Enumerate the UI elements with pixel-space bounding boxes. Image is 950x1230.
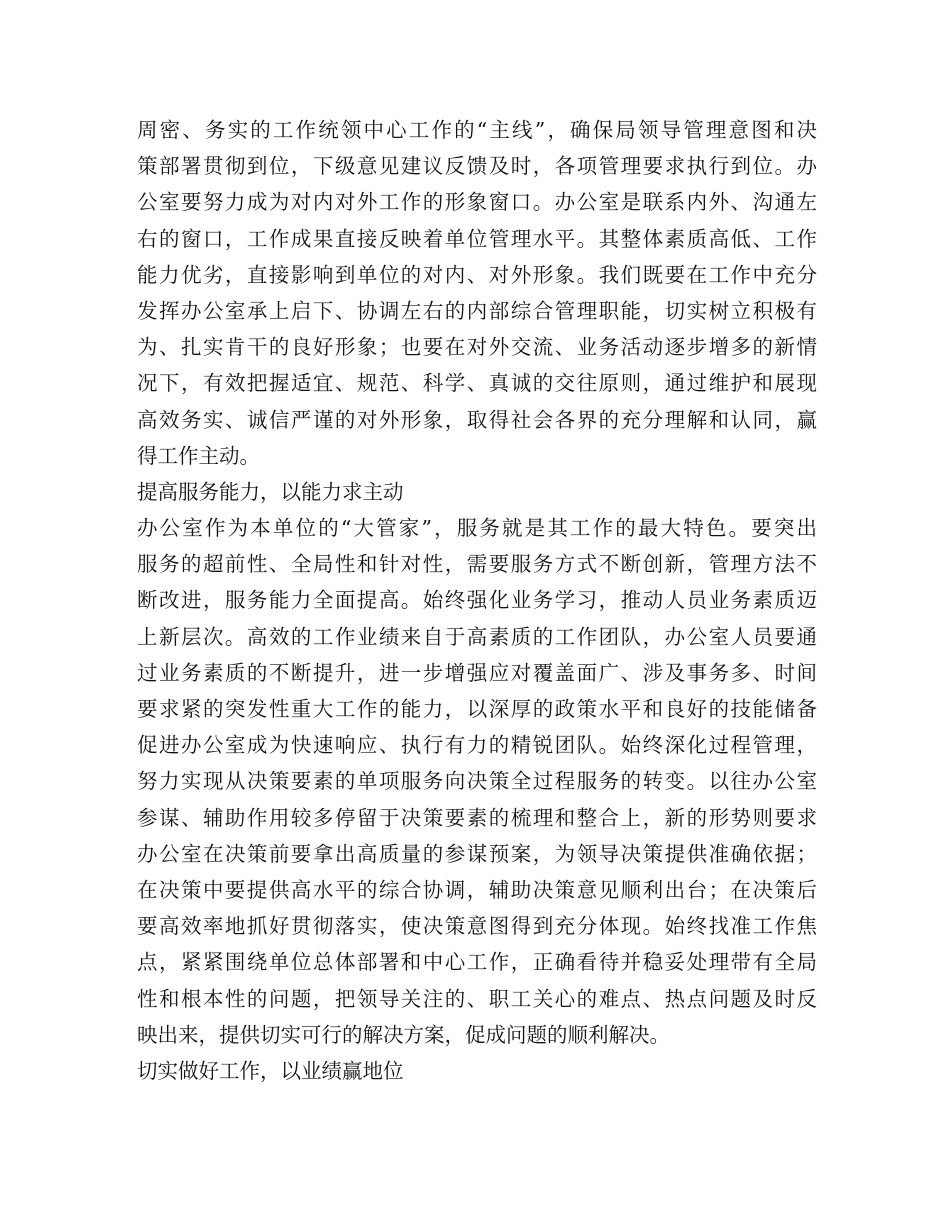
text-line: 断改进，服务能力全面提高。始终强化业务学习，推动人员业务素质迈 xyxy=(137,588,817,613)
section-heading xyxy=(137,474,817,510)
text-line: 性和根本性的问题，把领导关注的、职工关心的难点、热点问题及时反 xyxy=(137,986,817,1011)
text-line: 促进办公室成为快速响应、执行有力的精锐团队。始终深化过程管理， xyxy=(137,733,817,758)
text-line: 映出来，提供切实可行的解决方案，促成问题的顺利解决。 xyxy=(137,1022,670,1047)
section-heading xyxy=(137,1053,817,1089)
heading-text: 切实做好工作，以业绩赢地位 xyxy=(137,1058,404,1083)
text-line: 为、扎实肯干的良好形象；也要在对外交流、业务活动逐步增多的新情 xyxy=(137,335,817,360)
body-paragraph xyxy=(137,510,817,1053)
text-line: 策部署贯彻到位，下级意见建议反馈及时，各项管理要求执行到位。办 xyxy=(137,154,817,179)
text-line: 服务的超前性、全局性和针对性，需要服务方式不断创新，管理方法不 xyxy=(137,552,817,577)
text-line: 要求紧的突发性重大工作的能力，以深厚的政策水平和良好的技能储备 xyxy=(137,697,817,721)
text-line: 办公室在决策前要拿出高质量的参谋预案，为领导决策提供准确依据； xyxy=(137,841,817,866)
text-line: 参谋、辅助作用较多停留于决策要素的梳理和整合上，新的形势则要求 xyxy=(137,805,817,830)
heading-text: 提高服务能力，以能力求主动 xyxy=(137,479,404,504)
text-line: 努力实现从决策要素的单项服务向决策全过程服务的转变。以往办公室 xyxy=(137,769,817,794)
text-line: 能力优劣，直接影响到单位的对内、对外形象。我们既要在工作中充分 xyxy=(137,262,817,287)
text-line: 况下，有效把握适宜、规范、科学、真诚的交往原则，通过维护和展现 xyxy=(137,371,817,396)
text-line: 高效务实、诚信严谨的对外形象，取得社会各界的充分理解和认同，赢 xyxy=(137,407,817,432)
text-line: 点，紧紧围绕单位总体部署和中心工作，正确看待并稳妥处理带有全局 xyxy=(137,950,817,975)
text-line: 发挥办公室承上启下、协调左右的内部综合管理职能，切实树立积极有 xyxy=(137,298,817,323)
document-page xyxy=(137,112,817,1089)
text-line: 得工作主动。 xyxy=(137,443,260,468)
text-line: 右的窗口，工作成果直接反映着单位管理水平。其整体素质高低、工作 xyxy=(137,226,817,251)
text-line: 要高效率地抓好贯彻落实，使决策意图得到充分体现。始终找准工作焦 xyxy=(137,914,817,939)
text-line: 周密、务实的工作统领中心工作的“主线”，确保局领导管理意图和决 xyxy=(137,118,817,142)
body-paragraph xyxy=(137,112,817,474)
text-line: 公室要努力成为对内对外工作的形象窗口。办公室是联系内外、沟通左 xyxy=(137,190,817,215)
text-line: 过业务素质的不断提升，进一步增强应对覆盖面广、涉及事务多、时间 xyxy=(137,660,817,685)
text-line: 办公室作为本单位的“大管家”，服务就是其工作的最大特色。要突出 xyxy=(137,516,817,541)
text-line: 上新层次。高效的工作业绩来自于高素质的工作团队，办公室人员要通 xyxy=(137,624,817,649)
text-line: 在决策中要提供高水平的综合协调，辅助决策意见顺利出台；在决策后 xyxy=(137,877,817,902)
